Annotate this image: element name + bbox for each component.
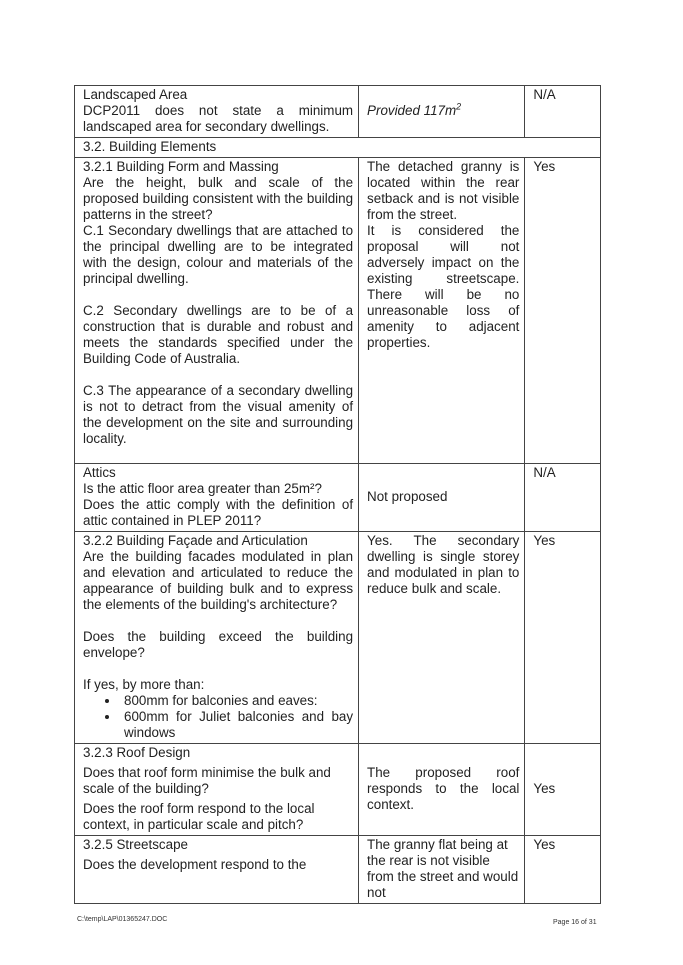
criteria-text: Does the attic comply with the definition of attic contained in PLEP 2011? <box>83 497 354 528</box>
criteria-text: C.1 Secondary dwellings that are attached to the principal dwelling are to be integrated with the design, colour and materials of the principal dwelling. <box>83 223 354 286</box>
status-cell: N/A <box>525 464 601 532</box>
criteria-cell <box>75 158 359 464</box>
section-header-row <box>75 138 601 158</box>
row-title: 3.2.2 Building Façade and Articulation <box>83 533 308 548</box>
row-title: 3.2.3 Roof Design <box>83 745 191 760</box>
section-header: 3.2. Building Elements <box>75 138 601 158</box>
row-title: 3.2.1 Building Form and Massing <box>83 159 279 174</box>
response-text: The proposed roof responds to the local context. <box>367 765 520 812</box>
criteria-text: Is the attic floor area greater than 25m²? <box>83 481 322 496</box>
status-cell: Yes <box>525 158 601 464</box>
response-text: Provided $117m^2$ <box>367 101 462 118</box>
status-cell: Yes <box>525 532 601 744</box>
response-cell <box>359 464 525 532</box>
table-row <box>75 744 601 836</box>
criteria-text: Are the height, bulk and scale of the proposed building consistent with the building patterns in the street? <box>83 175 354 222</box>
criteria-text: C.2 Secondary dwellings are to be of a construction that is durable and robust and meets the standards specified under the Building Code of Australia. <box>83 303 354 366</box>
response-text: It is considered the proposal will not adversely impact on the existing streetscape. There will be no unreasonable loss of amenity to adjacent properties. <box>367 223 520 350</box>
response-cell <box>359 836 525 904</box>
criteria-text: Are the building facades modulated in plan and elevation and articulated to reduce the appearance of building bulk and to express the elements of the building's architecture? <box>83 549 354 612</box>
criteria-text: Does that roof form minimise the bulk and scale of the building? <box>83 765 331 796</box>
table-row <box>75 86 601 138</box>
row-title: Attics <box>83 465 116 480</box>
row-title: 3.2.5 Streetscape <box>83 837 188 852</box>
criteria-text: C.3 The appearance of a secondary dwelling is not to detract from the visual amenity of the development on the site and surrounding locality. <box>83 383 354 446</box>
response-cell <box>359 158 525 464</box>
list-item: • 600mm for Juliet balconies and bay windows <box>120 709 353 741</box>
response-cell <box>359 86 525 138</box>
criteria-cell <box>75 532 359 744</box>
criteria-text: Does the building exceed the building envelope? <box>83 629 354 660</box>
footer-file-path: C:\temp\LAP\01365247.DOC <box>77 916 168 923</box>
response-text: Not proposed <box>367 489 448 504</box>
criteria-cell <box>75 744 359 836</box>
response-cell <box>359 744 525 836</box>
status-cell: Yes <box>525 744 601 836</box>
criteria-list <box>83 693 353 741</box>
status-cell: N/A <box>525 86 601 138</box>
criteria-cell <box>75 836 359 904</box>
criteria-text: Does the development respond to the <box>83 857 307 872</box>
status-cell: Yes <box>525 836 601 904</box>
response-text: The granny flat being at the rear is not visible from the street and would not <box>367 837 519 900</box>
criteria-cell <box>75 86 359 138</box>
row-title: Landscaped Area <box>83 87 188 102</box>
criteria-cell <box>75 464 359 532</box>
table-row <box>75 158 601 464</box>
response-cell <box>359 532 525 744</box>
table-row <box>75 836 601 904</box>
criteria-text: DCP2011 does not state a minimum landscaped area for secondary dwellings. <box>83 103 354 134</box>
table-row <box>75 532 601 744</box>
response-text: Yes. The secondary dwelling is single storey and modulated in plan to reduce bulk and scale. <box>367 533 520 596</box>
assessment-table <box>74 85 601 904</box>
footer-page-number: Page 16 of 31 <box>553 919 597 926</box>
criteria-text: If yes, by more than: <box>83 677 205 692</box>
list-item: • 800mm for balconies and eaves: <box>120 693 353 709</box>
response-text: The detached granny is located within the rear setback and is not visible from the street. <box>367 159 520 222</box>
table-row <box>75 464 601 532</box>
criteria-text: Does the roof form respond to the local context, in particular scale and pitch? <box>83 801 315 832</box>
